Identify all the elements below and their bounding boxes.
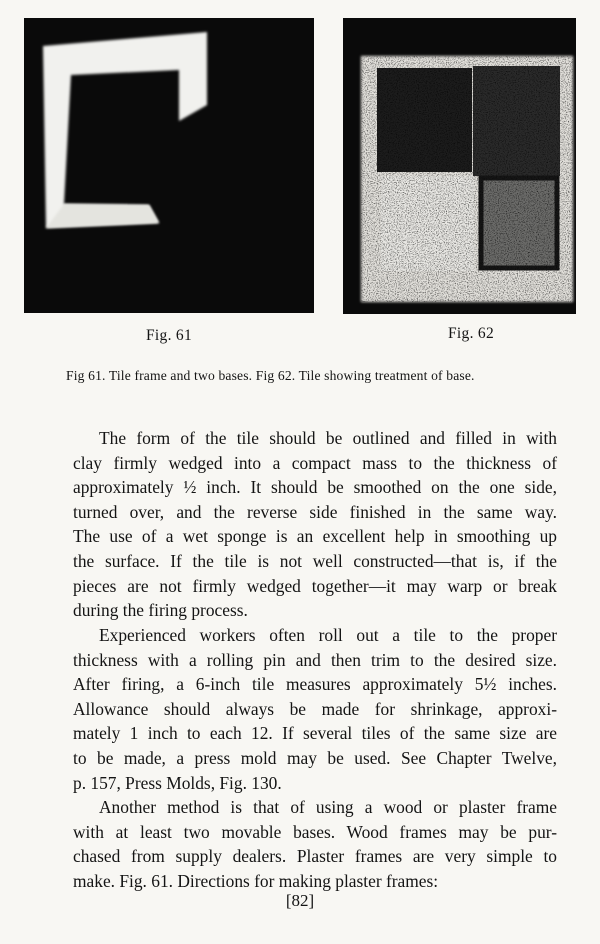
tile-image bbox=[343, 18, 576, 314]
tile-frame-image bbox=[24, 18, 314, 313]
text-line: during the firing process. bbox=[73, 600, 248, 621]
text-line: p. 157, Press Molds, Fig. 130. bbox=[73, 772, 282, 793]
paragraph-2 bbox=[73, 623, 557, 795]
figure-62-photo bbox=[343, 18, 576, 314]
text-line: pieces are not firmly wedged together—it may warp or break bbox=[73, 575, 557, 596]
text-line: with at least two movable bases. Wood frames may be pur- bbox=[73, 821, 557, 842]
figure-61-photo bbox=[24, 18, 314, 313]
text-line: to be made, a press mold may be used. See Chapter Twelve, bbox=[73, 747, 557, 768]
text-line: The form of the tile should be outlined and filled in with bbox=[99, 428, 557, 448]
text-line: approximately ½ inch. It should be smoothed on the one side, bbox=[73, 477, 557, 498]
text-line: turned over, and the reverse side finished in the same way. bbox=[73, 501, 557, 522]
figure-61-label: Fig. 61 bbox=[146, 327, 193, 344]
text-line: mately 1 inch to each 12. If several tiles of the same size are bbox=[73, 723, 557, 744]
text-line: clay firmly wedged into a compact mass to the thickness of bbox=[73, 452, 557, 473]
text-line: the surface. If the tile is not well constructed—that is, if the bbox=[73, 550, 557, 571]
page-number: [82] bbox=[285, 891, 315, 910]
text-line: After firing, a 6-inch tile measures approximately 5½ inches. bbox=[73, 674, 557, 695]
text-line: make. Fig. 61. Directions for making plaster frames: bbox=[73, 870, 439, 891]
paragraph-3 bbox=[73, 795, 557, 893]
text-line: thickness with a rolling pin and then trim to the desired size. bbox=[73, 649, 557, 670]
figure-caption: Fig 61. Tile frame and two bases. Fig 62. Tile showing treatment of base. bbox=[66, 368, 475, 383]
text-line: chased from supply dealers. Plaster frames are very simple to bbox=[73, 846, 557, 867]
text-line: The use of a wet sponge is an excellent help in smoothing up bbox=[73, 526, 557, 547]
text-line: Another method is that of using a wood or plaster frame bbox=[99, 797, 557, 817]
paragraph-1 bbox=[73, 426, 557, 623]
figure-62-label: Fig. 62 bbox=[448, 325, 495, 342]
text-line: Allowance should always be made for shrinkage, approxi- bbox=[73, 698, 557, 719]
text-line: Experienced workers often roll out a tile to the proper bbox=[99, 625, 557, 645]
